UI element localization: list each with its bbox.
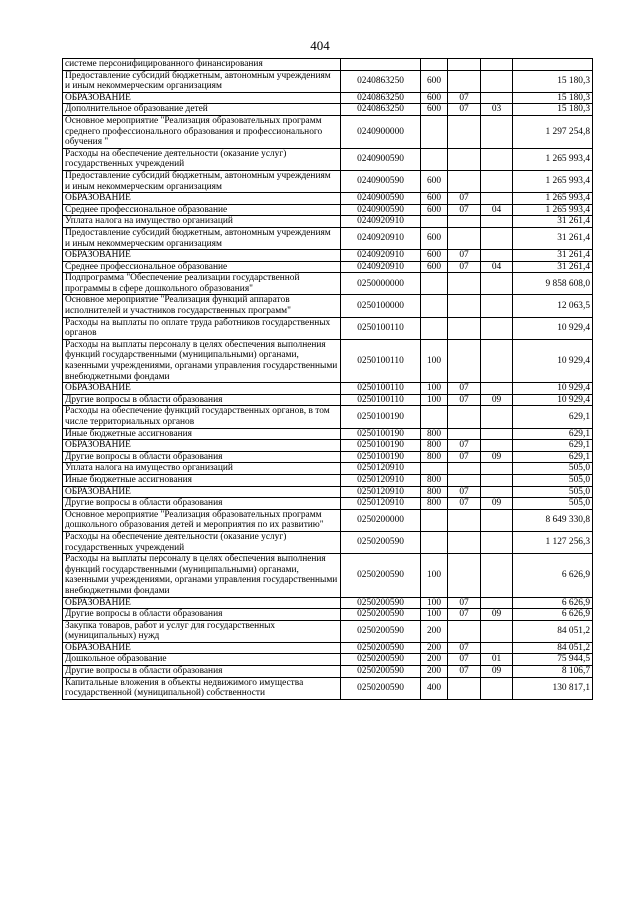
expense-type-cell: 800	[421, 451, 448, 463]
expense-type-cell	[421, 148, 448, 170]
subsection-cell	[481, 554, 513, 597]
table-row	[63, 383, 593, 395]
table-row	[63, 204, 593, 216]
table-row	[63, 451, 593, 463]
amount-cell: 10 929,4	[513, 383, 593, 395]
subsection-cell	[481, 59, 513, 71]
amount-cell: 1 297 254,8	[513, 115, 593, 148]
table-row	[63, 115, 593, 148]
table-row	[63, 193, 593, 205]
target-code-cell: 0250200590	[341, 666, 421, 678]
amount-cell: 1 265 993,4	[513, 148, 593, 170]
target-code-cell: 0250200590	[341, 609, 421, 621]
amount-cell: 15 180,3	[513, 92, 593, 104]
expense-type-cell: 600	[421, 204, 448, 216]
table-row	[63, 70, 593, 92]
item-name-cell: ОБРАЗОВАНИЕ	[63, 642, 341, 654]
item-name-cell: Основное мероприятие "Реализация образовательных программ дошкольного образования детей и мероприятия по их развитию"	[63, 509, 341, 531]
amount-cell: 8 649 330,8	[513, 509, 593, 531]
subsection-cell: 09	[481, 666, 513, 678]
subsection-cell: 04	[481, 204, 513, 216]
section-cell	[448, 428, 481, 440]
table-row	[63, 677, 593, 699]
section-cell: 07	[448, 204, 481, 216]
item-name-cell: ОБРАЗОВАНИЕ	[63, 92, 341, 104]
amount-cell: 31 261,4	[513, 227, 593, 249]
table-row	[63, 250, 593, 262]
expense-type-cell: 100	[421, 394, 448, 406]
item-name-cell: системе персонифицированного финансирования	[63, 59, 341, 71]
section-cell	[448, 317, 481, 339]
table-row	[63, 620, 593, 642]
section-cell: 07	[448, 440, 481, 452]
item-name-cell: Иные бюджетные ассигнования	[63, 474, 341, 486]
target-code-cell: 0250100000	[341, 295, 421, 317]
table-row	[63, 642, 593, 654]
table-row	[63, 92, 593, 104]
amount-cell: 1 265 993,4	[513, 193, 593, 205]
item-name-cell: Другие вопросы в области образования	[63, 666, 341, 678]
target-code-cell: 0250120910	[341, 498, 421, 510]
expense-type-cell: 600	[421, 170, 448, 192]
table-row	[63, 295, 593, 317]
subsection-cell	[481, 642, 513, 654]
table-row	[63, 170, 593, 192]
item-name-cell: Другие вопросы в области образования	[63, 451, 341, 463]
subsection-cell	[481, 531, 513, 553]
item-name-cell: ОБРАЗОВАНИЕ	[63, 250, 341, 262]
expense-type-cell	[421, 509, 448, 531]
target-code-cell: 0250000000	[341, 273, 421, 295]
item-name-cell: Предоставление субсидий бюджетным, автономным учреждениям и иным некоммерческим организациям	[63, 170, 341, 192]
table-row	[63, 498, 593, 510]
subsection-cell: 01	[481, 654, 513, 666]
expense-type-cell: 600	[421, 70, 448, 92]
expense-type-cell	[421, 59, 448, 71]
budget-table	[62, 58, 593, 700]
section-cell	[448, 295, 481, 317]
section-cell: 07	[448, 383, 481, 395]
section-cell	[448, 406, 481, 428]
subsection-cell	[481, 70, 513, 92]
subsection-cell	[481, 227, 513, 249]
section-cell: 07	[448, 597, 481, 609]
page-number: 404	[310, 38, 330, 53]
amount-cell: 1 127 256,3	[513, 531, 593, 553]
section-cell	[448, 677, 481, 699]
expense-type-cell	[421, 295, 448, 317]
table-row	[63, 531, 593, 553]
target-code-cell: 0250200590	[341, 554, 421, 597]
amount-cell: 629,1	[513, 406, 593, 428]
subsection-cell	[481, 383, 513, 395]
section-cell	[448, 227, 481, 249]
target-code-cell: 0240920910	[341, 216, 421, 228]
table-row	[63, 148, 593, 170]
target-code-cell: 0250120910	[341, 486, 421, 498]
item-name-cell: Дошкольное образование	[63, 654, 341, 666]
expense-type-cell	[421, 216, 448, 228]
subsection-cell: 09	[481, 451, 513, 463]
table-row	[63, 509, 593, 531]
expense-type-cell: 200	[421, 642, 448, 654]
subsection-cell	[481, 486, 513, 498]
item-name-cell: Уплата налога на имущество организаций	[63, 216, 341, 228]
item-name-cell: Дополнительное образование детей	[63, 104, 341, 116]
section-cell: 07	[448, 394, 481, 406]
target-code-cell: 0240900590	[341, 193, 421, 205]
item-name-cell: Расходы на обеспечение деятельности (оказание услуг) государственных учреждений	[63, 531, 341, 553]
expense-type-cell: 800	[421, 474, 448, 486]
amount-cell: 629,1	[513, 451, 593, 463]
subsection-cell	[481, 216, 513, 228]
amount-cell: 15 180,3	[513, 70, 593, 92]
expense-type-cell: 200	[421, 654, 448, 666]
target-code-cell: 0250100110	[341, 394, 421, 406]
target-code-cell: 0250100110	[341, 383, 421, 395]
table-row	[63, 406, 593, 428]
target-code-cell: 0240900000	[341, 115, 421, 148]
subsection-cell	[481, 92, 513, 104]
amount-cell: 629,1	[513, 440, 593, 452]
section-cell	[448, 554, 481, 597]
subsection-cell	[481, 193, 513, 205]
item-name-cell: Другие вопросы в области образования	[63, 394, 341, 406]
item-name-cell: Закупка товаров, работ и услуг для государственных (муниципальных) нужд	[63, 620, 341, 642]
target-code-cell: 0240900590	[341, 148, 421, 170]
amount-cell: 130 817,1	[513, 677, 593, 699]
expense-type-cell: 400	[421, 677, 448, 699]
table-row	[63, 261, 593, 273]
item-name-cell: ОБРАЗОВАНИЕ	[63, 486, 341, 498]
expense-type-cell	[421, 406, 448, 428]
expense-type-cell: 100	[421, 609, 448, 621]
target-code-cell: 0250200590	[341, 597, 421, 609]
expense-type-cell: 600	[421, 261, 448, 273]
target-code-cell: 0250120910	[341, 474, 421, 486]
section-cell	[448, 463, 481, 475]
target-code-cell	[341, 59, 421, 71]
subsection-cell	[481, 677, 513, 699]
expense-type-cell: 800	[421, 428, 448, 440]
item-name-cell: Основное мероприятие "Реализация функций аппаратов исполнителей и участников государственных программ"	[63, 295, 341, 317]
section-cell	[448, 620, 481, 642]
target-code-cell: 0250200590	[341, 642, 421, 654]
expense-type-cell: 600	[421, 104, 448, 116]
expense-type-cell: 800	[421, 486, 448, 498]
section-cell	[448, 59, 481, 71]
item-name-cell: Расходы на выплаты персоналу в целях обеспечения выполнения функций государственными (муниципальными) органами, казенными учреждениями, органами управления государственными внебюджетными фондами	[63, 339, 341, 382]
item-name-cell: ОБРАЗОВАНИЕ	[63, 440, 341, 452]
item-name-cell: Предоставление субсидий бюджетным, автономным учреждениям и иным некоммерческим организациям	[63, 227, 341, 249]
section-cell	[448, 70, 481, 92]
table-row	[63, 317, 593, 339]
table-row	[63, 609, 593, 621]
target-code-cell: 0250100110	[341, 339, 421, 382]
amount-cell: 31 261,4	[513, 216, 593, 228]
section-cell: 07	[448, 250, 481, 262]
target-code-cell: 0240900590	[341, 170, 421, 192]
amount-cell: 505,0	[513, 474, 593, 486]
table-row	[63, 339, 593, 382]
amount-cell: 9 858 608,0	[513, 273, 593, 295]
item-name-cell: Расходы на обеспечение функций государственных органов, в том числе территориальных органов	[63, 406, 341, 428]
amount-cell: 31 261,4	[513, 250, 593, 262]
amount-cell	[513, 59, 593, 71]
target-code-cell: 0250100190	[341, 406, 421, 428]
subsection-cell	[481, 463, 513, 475]
section-cell: 07	[448, 642, 481, 654]
target-code-cell: 0250200590	[341, 531, 421, 553]
subsection-cell	[481, 148, 513, 170]
expense-type-cell: 100	[421, 597, 448, 609]
amount-cell: 31 261,4	[513, 261, 593, 273]
amount-cell: 10 929,4	[513, 339, 593, 382]
table-row	[63, 104, 593, 116]
subsection-cell	[481, 250, 513, 262]
amount-cell: 10 929,4	[513, 317, 593, 339]
section-cell: 07	[448, 666, 481, 678]
table-row	[63, 273, 593, 295]
subsection-cell: 03	[481, 104, 513, 116]
item-name-cell: Другие вопросы в области образования	[63, 609, 341, 621]
section-cell	[448, 148, 481, 170]
subsection-cell	[481, 170, 513, 192]
amount-cell: 505,0	[513, 498, 593, 510]
subsection-cell	[481, 474, 513, 486]
expense-type-cell: 100	[421, 554, 448, 597]
expense-type-cell: 800	[421, 498, 448, 510]
item-name-cell: Среднее профессиональное образование	[63, 204, 341, 216]
table-row	[63, 666, 593, 678]
target-code-cell: 0250100190	[341, 451, 421, 463]
subsection-cell	[481, 620, 513, 642]
target-code-cell: 0250100110	[341, 317, 421, 339]
amount-cell: 75 944,5	[513, 654, 593, 666]
expense-type-cell	[421, 531, 448, 553]
table-row	[63, 428, 593, 440]
amount-cell: 6 626,9	[513, 597, 593, 609]
item-name-cell: Подпрограмма "Обеспечение реализации государственной программы в сфере дошкольного образования"	[63, 273, 341, 295]
expense-type-cell: 200	[421, 666, 448, 678]
table-row	[63, 394, 593, 406]
section-cell: 07	[448, 193, 481, 205]
item-name-cell: Уплата налога на имущество организаций	[63, 463, 341, 475]
section-cell: 07	[448, 486, 481, 498]
target-code-cell: 0250120910	[341, 463, 421, 475]
target-code-cell: 0240863250	[341, 70, 421, 92]
section-cell	[448, 531, 481, 553]
subsection-cell	[481, 509, 513, 531]
section-cell	[448, 474, 481, 486]
expense-type-cell	[421, 273, 448, 295]
expense-type-cell: 800	[421, 440, 448, 452]
table-row	[63, 474, 593, 486]
subsection-cell	[481, 597, 513, 609]
item-name-cell: Расходы на выплаты персоналу в целях обеспечения выполнения функций государственными (муниципальными) органами, казенными учреждениями, органами управления государственными внебюджетными фондами	[63, 554, 341, 597]
amount-cell: 629,1	[513, 428, 593, 440]
expense-type-cell	[421, 115, 448, 148]
expense-type-cell: 200	[421, 620, 448, 642]
expense-type-cell: 600	[421, 250, 448, 262]
section-cell: 07	[448, 451, 481, 463]
amount-cell: 505,0	[513, 486, 593, 498]
item-name-cell: ОБРАЗОВАНИЕ	[63, 383, 341, 395]
expense-type-cell: 600	[421, 193, 448, 205]
section-cell	[448, 115, 481, 148]
expense-type-cell	[421, 463, 448, 475]
target-code-cell: 0240863250	[341, 92, 421, 104]
section-cell	[448, 509, 481, 531]
target-code-cell: 0250200000	[341, 509, 421, 531]
budget-table-body	[63, 59, 593, 700]
section-cell	[448, 216, 481, 228]
section-cell: 07	[448, 609, 481, 621]
table-row	[63, 216, 593, 228]
section-cell: 07	[448, 498, 481, 510]
target-code-cell: 0250100190	[341, 428, 421, 440]
expense-type-cell: 600	[421, 227, 448, 249]
target-code-cell: 0250200590	[341, 677, 421, 699]
item-name-cell: Среднее профессиональное образование	[63, 261, 341, 273]
section-cell: 07	[448, 654, 481, 666]
subsection-cell	[481, 273, 513, 295]
table-row	[63, 554, 593, 597]
target-code-cell: 0240900590	[341, 204, 421, 216]
item-name-cell: Иные бюджетные ассигнования	[63, 428, 341, 440]
table-row	[63, 597, 593, 609]
item-name-cell: Расходы на обеспечение деятельности (оказание услуг) государственных учреждений	[63, 148, 341, 170]
expense-type-cell: 600	[421, 92, 448, 104]
expense-type-cell	[421, 317, 448, 339]
section-cell	[448, 273, 481, 295]
section-cell	[448, 339, 481, 382]
subsection-cell	[481, 440, 513, 452]
target-code-cell: 0240920910	[341, 261, 421, 273]
subsection-cell: 09	[481, 394, 513, 406]
subsection-cell: 09	[481, 609, 513, 621]
subsection-cell	[481, 339, 513, 382]
subsection-cell	[481, 406, 513, 428]
subsection-cell	[481, 115, 513, 148]
target-code-cell: 0250100190	[341, 440, 421, 452]
target-code-cell: 0240863250	[341, 104, 421, 116]
section-cell: 07	[448, 104, 481, 116]
subsection-cell: 09	[481, 498, 513, 510]
subsection-cell: 04	[481, 261, 513, 273]
table-row	[63, 227, 593, 249]
section-cell: 07	[448, 261, 481, 273]
section-cell	[448, 170, 481, 192]
item-name-cell: Другие вопросы в области образования	[63, 498, 341, 510]
table-row	[63, 440, 593, 452]
target-code-cell: 0240920910	[341, 250, 421, 262]
amount-cell: 15 180,3	[513, 104, 593, 116]
target-code-cell: 0240920910	[341, 227, 421, 249]
expense-type-cell: 100	[421, 383, 448, 395]
subsection-cell	[481, 428, 513, 440]
subsection-cell	[481, 317, 513, 339]
table-row	[63, 463, 593, 475]
target-code-cell: 0250200590	[341, 654, 421, 666]
expense-type-cell: 100	[421, 339, 448, 382]
item-name-cell: Расходы на выплаты по оплате труда работников государственных органов	[63, 317, 341, 339]
item-name-cell: Капитальные вложения в объекты недвижимого имущества государственной (муниципальной) собственности	[63, 677, 341, 699]
item-name-cell: ОБРАЗОВАНИЕ	[63, 193, 341, 205]
amount-cell: 6 626,9	[513, 609, 593, 621]
amount-cell: 8 106,7	[513, 666, 593, 678]
item-name-cell: Основное мероприятие "Реализация образовательных программ среднего профессионального образования и профессионального обучения "	[63, 115, 341, 148]
subsection-cell	[481, 295, 513, 317]
table-row	[63, 654, 593, 666]
table-row	[63, 59, 593, 71]
amount-cell: 6 626,9	[513, 554, 593, 597]
amount-cell: 1 265 993,4	[513, 170, 593, 192]
item-name-cell: ОБРАЗОВАНИЕ	[63, 597, 341, 609]
amount-cell: 84 051,2	[513, 620, 593, 642]
section-cell: 07	[448, 92, 481, 104]
amount-cell: 505,0	[513, 463, 593, 475]
target-code-cell: 0250200590	[341, 620, 421, 642]
amount-cell: 1 265 993,4	[513, 204, 593, 216]
amount-cell: 84 051,2	[513, 642, 593, 654]
amount-cell: 10 929,4	[513, 394, 593, 406]
table-row	[63, 486, 593, 498]
item-name-cell: Предоставление субсидий бюджетным, автономным учреждениям и иным некоммерческим организациям	[63, 70, 341, 92]
amount-cell: 12 063,5	[513, 295, 593, 317]
